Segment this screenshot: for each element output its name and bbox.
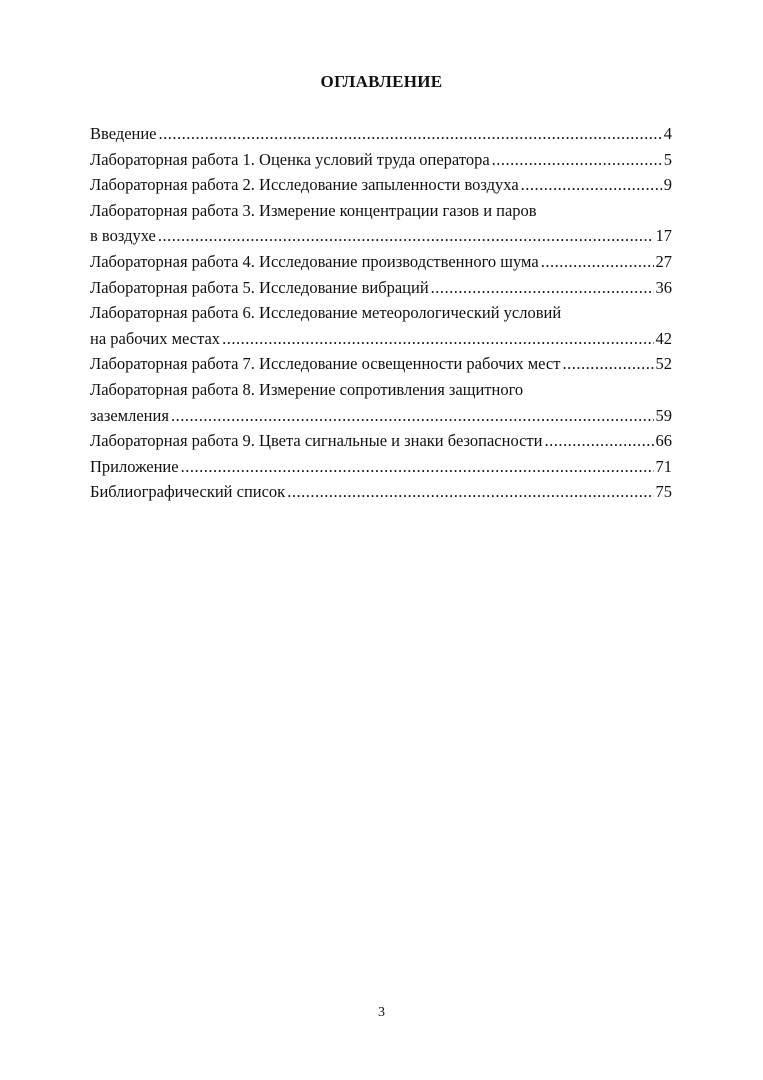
toc-entry-page: 59 — [655, 405, 672, 425]
toc-leader-dots — [544, 428, 653, 454]
toc-entry-title-line2: в воздухе — [90, 226, 156, 246]
toc-leader-dots — [158, 223, 654, 249]
toc-leader-dots — [562, 351, 653, 377]
toc-entry-page: 75 — [655, 482, 672, 502]
toc-entry-lab-8[interactable] — [90, 377, 672, 428]
toc-entry-title: Библиографический список — [90, 482, 286, 502]
toc-leader-dots — [181, 454, 654, 480]
toc-entry-page: 42 — [655, 328, 672, 348]
toc-entry-title: Лабораторная работа 2. Исследование запыленности воздуха — [90, 175, 519, 195]
toc-entry-lab-1[interactable] — [90, 147, 672, 173]
toc-entry-lab-5[interactable] — [90, 275, 672, 301]
toc-entry-page: 9 — [663, 175, 672, 195]
toc-entry-page: 4 — [663, 124, 672, 143]
toc-leader-dots — [492, 147, 662, 173]
toc-entry-title: Лабораторная работа 4. Исследование производственного шума — [90, 251, 539, 271]
toc-entry-title: Приложение — [90, 456, 179, 476]
toc-entry-title-line1: Лабораторная работа 3. Измерение концентрации газов и паров — [90, 200, 537, 220]
page-title: ОГЛАВЛЕНИЕ — [320, 72, 443, 91]
toc-entry-title: Лабораторная работа 9. Цвета сигнальные и знаки безопасности — [90, 431, 543, 451]
toc-entry-lab-4[interactable] — [90, 249, 672, 275]
toc-entry-title-line2: на рабочих местах — [90, 328, 221, 348]
toc-leader-dots — [159, 121, 662, 147]
toc-entry-bibliography[interactable] — [90, 479, 672, 505]
toc-leader-dots — [431, 275, 654, 301]
toc-entry-title: Введение — [90, 124, 157, 143]
toc-entry-lab-6[interactable] — [90, 300, 672, 351]
toc-entry-title-line2: заземления — [90, 405, 169, 425]
toc-entry-page: 66 — [655, 431, 672, 451]
toc-entry-page: 17 — [655, 226, 672, 246]
toc-entry-lab-2[interactable] — [90, 172, 672, 198]
toc-entry-intro[interactable] — [90, 121, 672, 147]
toc-leader-dots — [171, 403, 654, 429]
toc-entry-title: Лабораторная работа 5. Исследование вибраций — [90, 277, 429, 297]
toc-entry-title-line1: Лабораторная работа 8. Измерение сопротивления защитного — [90, 379, 524, 399]
toc-entry-page: 27 — [655, 251, 672, 271]
table-of-contents — [90, 121, 672, 505]
toc-entry-title: Лабораторная работа 7. Исследование освещенности рабочих мест — [90, 354, 561, 374]
toc-entry-appendix[interactable] — [90, 454, 672, 480]
toc-leader-dots — [541, 249, 654, 275]
toc-entry-lab-3[interactable] — [90, 198, 672, 249]
toc-leader-dots — [521, 172, 662, 198]
toc-entry-page: 5 — [663, 149, 672, 169]
toc-entry-lab-9[interactable] — [90, 428, 672, 454]
toc-entry-title: Лабораторная работа 1. Оценка условий труда оператора — [90, 149, 490, 169]
toc-entry-page: 71 — [655, 456, 672, 476]
toc-entry-page: 52 — [655, 354, 672, 374]
toc-leader-dots — [222, 326, 653, 352]
toc-leader-dots — [287, 479, 653, 505]
toc-entry-lab-7[interactable] — [90, 351, 672, 377]
toc-entry-title-line1: Лабораторная работа 6. Исследование метеорологический условий — [90, 303, 562, 323]
toc-entry-page: 36 — [655, 277, 672, 297]
page-number: 3 — [378, 1005, 385, 1020]
